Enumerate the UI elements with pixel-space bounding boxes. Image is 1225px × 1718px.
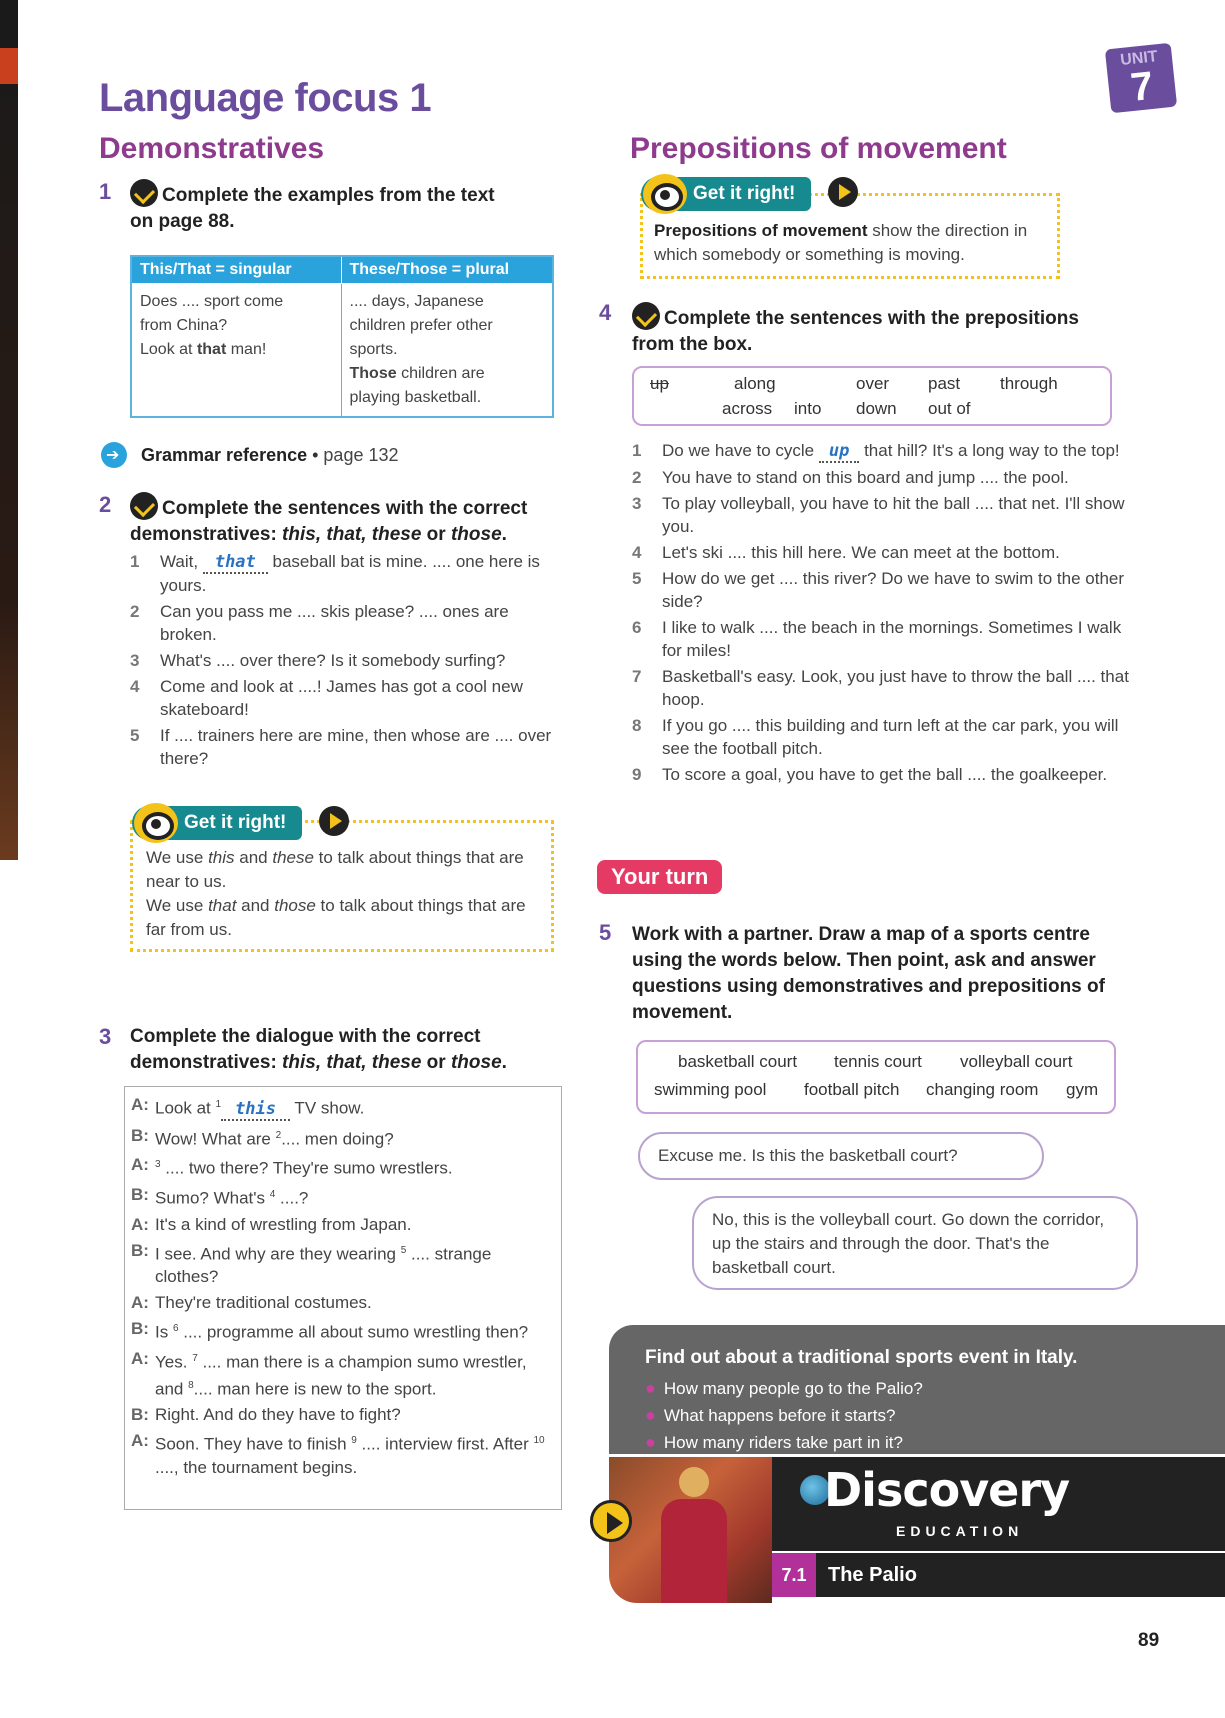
list-item	[632, 541, 1142, 564]
get-it-right-text: Get it right!	[693, 183, 796, 204]
dialogue-line	[125, 1213, 555, 1236]
bullet-icon: ●	[645, 1405, 656, 1425]
item-number: 4	[130, 677, 140, 696]
rule-text: and	[234, 848, 273, 867]
rule-text: show the direction in which somebody or something is moving.	[654, 221, 1028, 264]
cell-line: man!	[226, 341, 267, 358]
instruction-line: Complete the dialogue with the correct	[130, 1026, 481, 1047]
exercise-3-instruction	[130, 1024, 570, 1076]
box-word: through	[1000, 374, 1058, 393]
instruction-line: Complete the examples from the text	[162, 185, 495, 206]
rule-word: those	[274, 896, 316, 915]
cell-line: children are	[396, 365, 485, 382]
instruction-line: Complete the sentences with the prepositions	[664, 308, 1079, 329]
bullet-icon: ●	[645, 1378, 656, 1398]
line-text: .... man here is new to the sport.	[193, 1379, 437, 1399]
rule-bold: Prepositions of movement	[654, 221, 868, 240]
instruction-line: demonstratives:	[130, 1052, 283, 1073]
video-play-button[interactable]	[590, 1500, 632, 1542]
exercise-1-number: 1	[99, 179, 112, 204]
bullet-icon: ●	[645, 1432, 656, 1452]
line-text: ...., the tournament begins.	[155, 1457, 358, 1477]
get-it-right-content-left	[146, 846, 546, 942]
cell-line: Does .... sport come	[140, 293, 284, 310]
speaker: A:	[131, 1348, 149, 1368]
play-icon[interactable]	[319, 806, 349, 836]
line-text: .... programme all about sumo wrestling then?	[178, 1322, 529, 1342]
box-word: out of	[928, 399, 971, 418]
gap-number: 9	[351, 1435, 357, 1447]
item-text: You have to stand on this board and jump .... the pool.	[662, 468, 1069, 487]
exercise-4-instruction	[632, 302, 1132, 358]
item-text: If .... trainers here are mine, then whose are .... over there?	[160, 726, 552, 768]
gap-number: 4	[269, 1188, 276, 1200]
box-word: volleyball court	[960, 1052, 1073, 1071]
speech-bubble-answer: No, this is the volleyball court. Go down the corridor, up the stairs and through the door. That's the basketball court.	[692, 1196, 1138, 1290]
item-number: 2	[632, 468, 642, 487]
answer-example: that	[203, 552, 268, 574]
table-cell-plural	[341, 284, 553, 418]
cell-line: sports.	[349, 341, 398, 358]
video-title: The Palio	[828, 1564, 917, 1586]
line-text: Wow! What are	[155, 1129, 276, 1149]
side-photo-strip	[0, 0, 18, 860]
gap-number: 5	[400, 1244, 407, 1256]
speaker: A:	[131, 1155, 149, 1175]
list-item	[632, 439, 1142, 463]
instruction-italic: those	[450, 524, 502, 545]
exercise-1-instruction	[130, 179, 570, 235]
item-text: that hill? It's a long way to the top!	[859, 441, 1120, 460]
table-header-singular: This/That = singular	[131, 256, 341, 284]
list-item	[632, 616, 1142, 662]
item-number: 1	[130, 552, 140, 571]
item-text: To score a goal, you have to get the ball .... the goalkeeper.	[662, 765, 1108, 784]
speaker: B:	[131, 1125, 149, 1145]
play-icon	[607, 1512, 623, 1534]
eye-icon	[134, 803, 178, 843]
text-link-icon	[632, 302, 660, 330]
item-text: Come and look at ....! James has got a cool new skateboard!	[160, 677, 523, 719]
dialogue-line	[125, 1317, 555, 1344]
item-text: I like to walk .... the beach in the mornings. Sometimes I walk for miles!	[662, 618, 1122, 660]
gap-number: 10	[533, 1435, 545, 1447]
your-turn-badge: Your turn	[597, 860, 722, 894]
exercise-2-number: 2	[99, 492, 112, 517]
box-word: across	[722, 399, 773, 418]
item-number: 1	[632, 441, 642, 460]
dialogue-line	[125, 1347, 555, 1400]
play-icon[interactable]	[828, 177, 858, 207]
line-text: Look at	[155, 1098, 216, 1118]
item-text: Let's ski .... this hill here. We can meet at the bottom.	[662, 543, 1060, 562]
instruction-italic: this, that, these	[282, 1052, 422, 1073]
item-text: baseball bat is mine. .... one here is yours.	[160, 552, 540, 595]
demonstratives-table	[130, 255, 554, 418]
line-text: I see. And why are they wearing	[155, 1244, 401, 1264]
exercise-3-number: 3	[99, 1024, 112, 1049]
gap-number: 7	[192, 1352, 198, 1364]
box-word: changing room	[926, 1080, 1039, 1099]
eye-icon	[643, 174, 687, 214]
unit-label: UNIT	[1119, 48, 1159, 70]
line-text: Right. And do they have to fight?	[155, 1405, 401, 1425]
question-text: How many riders take part in it?	[663, 1433, 903, 1452]
dialogue-line	[125, 1429, 555, 1479]
cell-bold: that	[196, 341, 227, 358]
speaker: A:	[131, 1293, 149, 1313]
text-link-icon	[130, 492, 158, 520]
side-red-mark	[0, 48, 18, 84]
dialogue-line	[125, 1183, 555, 1210]
cell-bold: Those	[349, 365, 397, 382]
line-text: .... men doing?	[281, 1129, 394, 1149]
line-text: Sumo? What's	[155, 1188, 270, 1208]
question-text: How many people go to the Palio?	[663, 1379, 923, 1398]
box-word: basketball court	[678, 1052, 798, 1071]
discovery-brand-panel	[772, 1457, 1225, 1551]
get-it-right-label	[641, 177, 811, 211]
item-text: Wait,	[160, 552, 203, 571]
item-text: Can you pass me .... skis please? .... ones are broken.	[160, 602, 509, 644]
instruction-line: from the box.	[632, 334, 753, 355]
grammar-ref-sep: •	[307, 445, 324, 465]
cell-line: playing basketball.	[349, 389, 482, 406]
gap-number: 2	[275, 1129, 282, 1141]
gap-number: 6	[172, 1323, 179, 1335]
rule-word: these	[272, 848, 314, 867]
dialogue-line	[125, 1291, 555, 1314]
speaker: B:	[131, 1184, 149, 1204]
instruction-line: demonstratives:	[130, 524, 283, 545]
line-text: .... interview first. After	[356, 1434, 534, 1454]
gap-number: 8	[188, 1379, 194, 1391]
item-number: 8	[632, 716, 642, 735]
sports-words-box	[636, 1040, 1116, 1114]
dialogue-line	[125, 1124, 555, 1151]
list-item	[645, 1402, 923, 1429]
rule-text: and	[236, 896, 275, 915]
item-number: 5	[632, 569, 642, 588]
cell-line: children prefer other	[349, 317, 493, 334]
video-number: 7.1	[772, 1553, 816, 1597]
speaker: B:	[131, 1319, 149, 1339]
line-text: Yes.	[155, 1352, 193, 1372]
box-word: tennis court	[834, 1052, 922, 1071]
unit-number: 7	[1128, 63, 1156, 110]
get-it-right-header-right	[641, 177, 858, 211]
box-word: gym	[1066, 1080, 1099, 1099]
rule-line	[146, 846, 546, 894]
rule-line	[146, 894, 546, 942]
discovery-questions	[645, 1375, 923, 1456]
list-item	[130, 550, 558, 597]
item-number: 3	[632, 494, 642, 513]
arrow-right-icon	[101, 442, 127, 468]
exercise-4-list	[632, 439, 1142, 789]
rule-word: this	[208, 848, 235, 867]
get-it-right-header-left	[132, 806, 349, 840]
grammar-ref-page: page 132	[323, 445, 399, 465]
list-item	[130, 649, 558, 672]
speaker: B:	[131, 1405, 149, 1425]
speaker: A:	[131, 1095, 149, 1114]
box-word: into	[794, 399, 822, 418]
item-text: What's .... over there? Is it somebody surfing?	[160, 651, 506, 670]
item-text: Do we have to cycle	[662, 441, 819, 460]
line-text: Soon. They have to finish	[155, 1434, 352, 1454]
exercise-5-number: 5	[599, 920, 612, 945]
line-text: They're traditional costumes.	[155, 1293, 372, 1313]
video-thumbnail[interactable]	[609, 1457, 772, 1603]
item-number: 4	[632, 543, 642, 562]
page-number: 89	[1138, 1630, 1160, 1651]
gap-number: 1	[215, 1099, 222, 1110]
list-item	[632, 492, 1142, 538]
answer-example: up	[819, 441, 859, 463]
item-number: 2	[130, 602, 140, 621]
box-word: over	[856, 374, 890, 393]
grammar-ref-label: Grammar reference	[141, 445, 308, 465]
list-item	[632, 466, 1142, 489]
thumbnail-figure-head	[679, 1467, 709, 1497]
video-title-bar[interactable]	[772, 1553, 1225, 1597]
rule-text: We use	[146, 896, 209, 915]
box-word: past	[928, 374, 961, 393]
item-number: 5	[130, 726, 140, 745]
list-item	[632, 763, 1142, 786]
section-title-demonstratives: Demonstratives	[99, 132, 325, 165]
box-word: swimming pool	[654, 1080, 767, 1099]
item-text: If you go .... this building and turn left at the car park, you will see the football pitch.	[662, 716, 1119, 758]
discovery-task-title: Find out about a traditional sports event in Italy.	[645, 1347, 1078, 1368]
box-word: down	[856, 399, 897, 418]
line-text: .... two there? They're sumo wrestlers.	[160, 1158, 453, 1178]
list-item	[130, 724, 558, 770]
list-item	[632, 567, 1142, 613]
dialogue-line	[125, 1239, 555, 1289]
line-text: .... man there is a champion sumo wrestler, and	[155, 1352, 527, 1399]
instruction-line: .	[501, 1052, 507, 1073]
list-item	[632, 665, 1142, 711]
text-link-icon	[130, 179, 158, 207]
speech-bubble-question: Excuse me. Is this the basketball court?	[638, 1132, 1044, 1180]
instruction-line: .	[501, 524, 507, 545]
table-cell-singular	[131, 284, 341, 418]
get-it-right-content-right	[654, 219, 1054, 267]
unit-badge	[1105, 43, 1177, 114]
item-number: 7	[632, 667, 642, 686]
item-number: 3	[130, 651, 140, 670]
rule-word: that	[208, 896, 237, 915]
exercise-2-instruction	[130, 492, 570, 548]
line-text: ....?	[275, 1188, 309, 1208]
dialogue-line	[125, 1093, 555, 1121]
rule-text: We use	[146, 848, 209, 867]
speaker: A:	[131, 1431, 149, 1451]
box-word: football pitch	[804, 1080, 900, 1099]
answer-example: this	[221, 1099, 290, 1121]
list-item	[130, 600, 558, 646]
prepositions-box	[632, 366, 1112, 426]
item-text: To play volleyball, you have to hit the ball .... that net. I'll show you.	[662, 494, 1125, 536]
dialogue-line	[125, 1153, 555, 1180]
list-item	[130, 675, 558, 721]
cell-line: .... days, Japanese	[349, 293, 484, 310]
line-text: .... strange clothes?	[155, 1244, 492, 1287]
line-text: TV show.	[290, 1098, 365, 1118]
box-word: along	[734, 374, 776, 393]
exercise-4-number: 4	[599, 300, 612, 325]
cell-line: from China?	[140, 317, 228, 334]
discovery-logo: Discovery	[824, 1463, 1070, 1517]
instruction-italic: those	[450, 1052, 502, 1073]
exercise-2-list	[130, 550, 558, 773]
rule-text: to talk about things that are near to us.	[146, 848, 524, 891]
box-word-used: up	[650, 374, 669, 393]
list-item	[645, 1375, 923, 1402]
line-text: Is	[155, 1322, 173, 1342]
instruction-italic: this, that, these	[282, 524, 422, 545]
instruction-line: Complete the sentences with the correct	[162, 498, 528, 519]
instruction-line: or	[421, 524, 451, 545]
item-text: How do we get .... this river? Do we have to swim to the other side?	[662, 569, 1125, 611]
line-text: It's a kind of wrestling from Japan.	[155, 1214, 412, 1234]
exercise-5-instruction: Work with a partner. Draw a map of a sports centre using the words below. Then point, ask and answer questions using demonstratives and prepositions of movement.	[632, 924, 1105, 1023]
speaker: A:	[131, 1214, 149, 1234]
item-text: Basketball's easy. Look, you just have to throw the ball .... that hoop.	[662, 667, 1129, 709]
instruction-line: or	[421, 1052, 451, 1073]
dialogue-line	[125, 1403, 555, 1426]
page-title: Language focus 1	[99, 76, 432, 120]
gap-number: 3	[155, 1159, 161, 1171]
item-number: 6	[632, 618, 642, 637]
speaker: B:	[131, 1240, 149, 1260]
list-item	[632, 714, 1142, 760]
get-it-right-label	[132, 806, 302, 840]
question-text: What happens before it starts?	[663, 1406, 896, 1425]
dialogue-box	[124, 1086, 562, 1510]
rule-text: to talk about things that are far from us.	[146, 896, 526, 939]
table-header-plural: These/Those = plural	[341, 256, 553, 284]
thumbnail-figure-body	[661, 1499, 727, 1603]
section-title-prepositions: Prepositions of movement	[630, 132, 1007, 165]
discovery-logo-sub: EDUCATION	[896, 1523, 1024, 1539]
item-number: 9	[632, 765, 642, 784]
cell-line: Look at	[140, 341, 197, 358]
discovery-task-box	[609, 1325, 1225, 1454]
get-it-right-text: Get it right!	[184, 812, 287, 833]
list-item	[645, 1429, 923, 1456]
grammar-reference[interactable]	[101, 442, 399, 468]
instruction-line: on page 88.	[130, 211, 235, 232]
